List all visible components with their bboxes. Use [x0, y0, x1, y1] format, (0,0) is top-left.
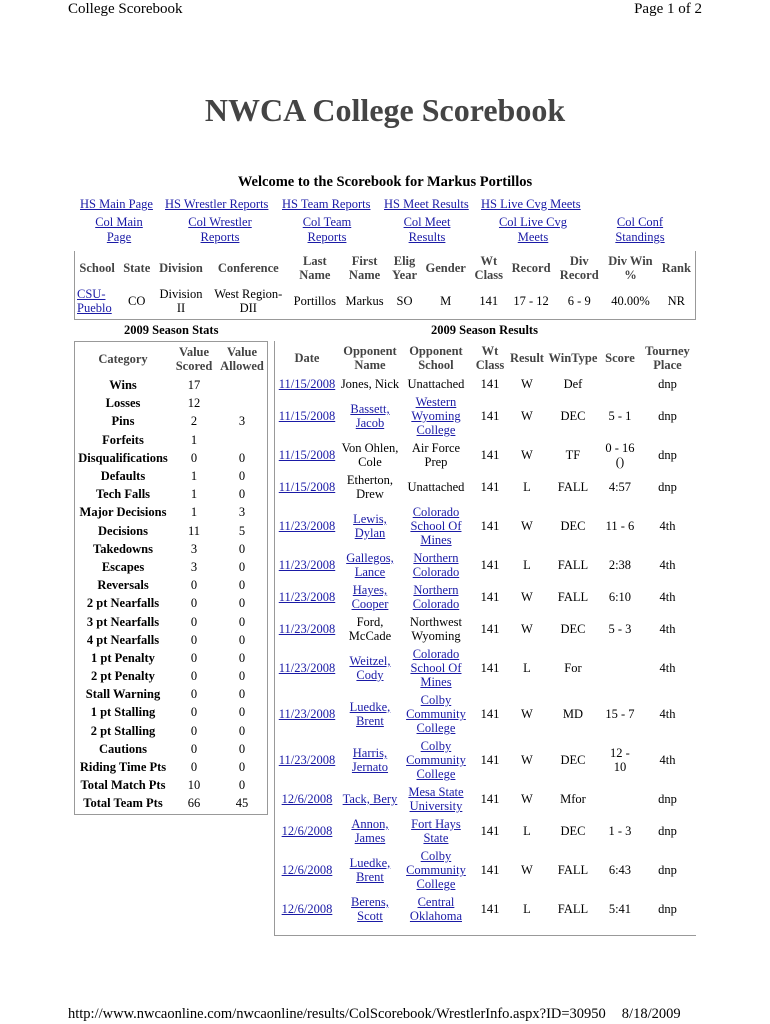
stats-category: Defaults	[100, 469, 146, 484]
result-date-link[interactable]: 11/15/2008	[278, 409, 336, 423]
stats-row	[75, 758, 267, 776]
result-row	[275, 893, 696, 925]
stats-value-scored: 1	[190, 487, 198, 502]
result-row	[275, 783, 696, 815]
opponent-name-link[interactable]: Bassett, Jacob	[350, 402, 390, 430]
print-header-title: College Scorebook	[68, 1, 183, 17]
result-wintype: TF	[565, 448, 581, 462]
stats-header-row	[75, 342, 267, 376]
result-outcome: L	[523, 824, 531, 838]
result-wt-class: 141	[480, 377, 500, 391]
nav-hs-meet-results[interactable]: HS Meet Results	[384, 197, 469, 211]
col-gender-header: Gender	[425, 261, 466, 275]
stats-value-scored: 1	[190, 505, 198, 520]
result-score: 5 - 1	[608, 409, 632, 423]
stats-row	[75, 649, 267, 667]
opponent-name: Etherton, Drew	[346, 473, 394, 501]
footer-url: http://www.nwcaonline.com/nwcaonline/results/ColScorebook/WrestlerInfo.aspx?ID=30950	[68, 1006, 606, 1022]
result-date-link[interactable]: 12/6/2008	[281, 824, 333, 838]
stats-value-scored: 12	[187, 396, 201, 411]
result-outcome: W	[521, 622, 533, 636]
result-wt-class: 141	[480, 792, 500, 806]
result-date-link[interactable]: 11/23/2008	[278, 558, 336, 572]
stats-row	[75, 667, 267, 685]
wrestler-info-table	[75, 251, 695, 317]
opponent-school-link[interactable]: Northern Colorado	[412, 583, 460, 611]
stats-value-allowed	[217, 376, 267, 394]
result-wintype: DEC	[560, 409, 586, 423]
stats-value-scored: 0	[190, 741, 198, 756]
result-score: 6:43	[608, 863, 632, 877]
result-outcome: W	[521, 753, 533, 767]
season-stats-title: 2009 Season Stats	[124, 323, 219, 337]
stats-row	[75, 612, 267, 630]
stats-value-scored: 0	[190, 596, 198, 611]
result-tourney-place: 4th	[659, 622, 676, 636]
opponent-name-link[interactable]: Weitzel, Cody	[349, 654, 391, 682]
col-rank-header: Rank	[661, 261, 691, 275]
result-wintype: FALL	[557, 590, 589, 604]
result-outcome: W	[521, 448, 533, 462]
stats-value-allowed: 0	[238, 723, 246, 738]
opponent-school-link[interactable]: Western Wyoming College	[411, 395, 461, 437]
nav-hs-main-page[interactable]: HS Main Page	[80, 197, 153, 211]
stats-value-allowed: 0	[238, 632, 246, 647]
stats-row	[75, 522, 267, 540]
stats-row	[75, 740, 267, 758]
result-wt-class: 141	[480, 661, 500, 675]
result-date-link[interactable]: 11/23/2008	[278, 753, 336, 767]
results-header-row	[275, 341, 696, 375]
result-wt-class: 141	[480, 902, 500, 916]
result-wt-class: 141	[480, 753, 500, 767]
result-tourney-place: 4th	[659, 753, 676, 767]
result-score: 1 - 3	[608, 824, 632, 838]
result-wintype: FALL	[557, 480, 589, 494]
stats-value-scored: 66	[187, 796, 201, 811]
last-name-value: Portillos	[293, 294, 336, 308]
opponent-name-link[interactable]: Berens, Scott	[351, 895, 389, 923]
opponent-school: Northwest Wyoming	[409, 615, 462, 643]
wrestler-info-header-row	[75, 251, 695, 285]
result-wt-class: 141	[480, 480, 500, 494]
result-row	[275, 503, 696, 549]
result-row	[275, 581, 696, 613]
col-record-header: Record	[511, 261, 551, 275]
result-outcome: W	[521, 863, 533, 877]
stats-scored-header: Value Scored	[175, 345, 213, 373]
stats-value-scored: 2	[190, 414, 198, 429]
col-div-win-pct-header: Div Win %	[608, 254, 653, 282]
result-tourney-place: dnp	[658, 448, 677, 462]
stats-value-scored: 0	[190, 578, 198, 593]
season-stats-panel	[74, 341, 268, 815]
result-wintype: FALL	[557, 863, 589, 877]
school-link[interactable]: CSU- Pueblo	[77, 287, 112, 315]
stats-category: Losses	[105, 396, 141, 411]
stats-value-scored: 0	[190, 687, 198, 702]
stats-value-allowed: 0	[238, 596, 246, 611]
result-wintype: Mfor	[560, 792, 586, 806]
result-score: 0 - 16 ()	[605, 441, 635, 469]
result-date-link[interactable]: 11/23/2008	[278, 707, 336, 721]
stats-row	[75, 685, 267, 703]
result-score: 11 - 6	[605, 519, 635, 533]
division-value: Division II	[159, 287, 203, 315]
col-division-header: Division	[159, 261, 203, 275]
stats-category-header: Category	[98, 352, 148, 366]
stats-value-scored: 0	[190, 760, 198, 775]
stats-value-allowed: 3	[238, 505, 246, 520]
stats-value-scored: 0	[190, 632, 198, 647]
stats-category: 2 pt Stalling	[90, 723, 156, 738]
stats-row	[75, 576, 267, 594]
stats-category: Cautions	[99, 741, 147, 756]
nav-col-wrestler-reports[interactable]: Col Wrestler Reports	[188, 215, 252, 244]
result-wt-class: 141	[480, 409, 500, 423]
result-wintype: FALL	[557, 558, 589, 572]
stats-category: Major Decisions	[79, 505, 167, 520]
opponent-name-link[interactable]: Luedke, Brent	[349, 700, 391, 728]
result-tourney-place: dnp	[658, 824, 677, 838]
stats-row	[75, 485, 267, 503]
season-stats-table	[75, 342, 267, 813]
result-date-link[interactable]: 11/23/2008	[278, 661, 336, 675]
result-outcome: W	[521, 792, 533, 806]
stats-value-allowed: 0	[238, 450, 246, 465]
opponent-name-link[interactable]: Hayes, Cooper	[351, 583, 389, 611]
stats-category: Tech Falls	[95, 487, 151, 502]
conference-value: West Region- DII	[214, 287, 283, 315]
result-date-link[interactable]: 11/15/2008	[278, 377, 336, 391]
stats-value-allowed	[217, 431, 267, 449]
col-school-header: School	[79, 261, 115, 275]
stats-value-allowed: 0	[238, 559, 246, 574]
stats-category: 1 pt Penalty	[91, 650, 155, 665]
result-row	[275, 847, 696, 893]
result-row	[275, 613, 696, 645]
stats-value-allowed: 0	[238, 578, 246, 593]
gender-value: M	[440, 294, 452, 308]
result-tourney-place: 4th	[659, 558, 676, 572]
results-wt-class-header: Wt Class	[475, 344, 505, 372]
results-result-header: Result	[509, 351, 544, 365]
season-results-table	[275, 341, 696, 925]
result-date-link[interactable]: 12/6/2008	[281, 902, 333, 916]
result-row	[275, 393, 696, 439]
results-tourney-place-header: Tourney Place	[645, 344, 690, 372]
season-results-title: 2009 Season Results	[431, 323, 538, 337]
nav-hs-wrestler-reports[interactable]: HS Wrestler Reports	[165, 197, 269, 211]
nav-col-live-cvg-meets[interactable]: Col Live Cvg Meets	[498, 215, 568, 244]
stats-value-allowed	[217, 394, 267, 412]
opponent-school-link[interactable]: Mesa State University	[408, 785, 464, 813]
result-outcome: W	[521, 377, 533, 391]
results-score-header: Score	[605, 351, 635, 365]
footer-date: 8/18/2009	[621, 1006, 681, 1022]
stats-category: Forfeits	[102, 432, 144, 447]
result-outcome: W	[521, 409, 533, 423]
nav-hs-team-reports[interactable]: HS Team Reports	[282, 197, 371, 211]
result-score: 15 - 7	[605, 707, 635, 721]
elig-year-value: SO	[396, 294, 413, 308]
stats-category: Total Team Pts	[83, 796, 163, 811]
nav-col-team-reports[interactable]: Col Team Reports	[302, 215, 352, 244]
opponent-name: Jones, Nick	[340, 377, 400, 391]
result-date-link[interactable]: 12/6/2008	[281, 792, 333, 806]
record-value: 17 - 12	[513, 294, 549, 308]
first-name-value: Markus	[345, 294, 384, 308]
nav-col-meet-results[interactable]: Col Meet Results	[403, 215, 451, 244]
stats-row	[75, 467, 267, 485]
result-tourney-place: dnp	[658, 863, 677, 877]
stats-value-scored: 3	[190, 559, 198, 574]
opponent-school-link[interactable]: Central Oklahoma	[409, 895, 462, 923]
stats-category: Total Match Pts	[80, 778, 166, 793]
opponent-school: Unattached	[407, 480, 465, 494]
result-tourney-place: 4th	[659, 519, 676, 533]
col-wt-class-header: Wt Class	[474, 254, 504, 282]
nav-hs-live-cvg-meets[interactable]: HS Live Cvg Meets	[481, 197, 581, 211]
stats-value-scored: 17	[187, 378, 201, 393]
stats-row	[75, 449, 267, 467]
stats-row	[75, 631, 267, 649]
div-record-value: 6 - 9	[567, 294, 591, 308]
state-value: CO	[128, 294, 146, 308]
result-tourney-place: 4th	[659, 661, 676, 675]
col-last-name-header: Last Name	[299, 254, 331, 282]
stats-category: 2 pt Nearfalls	[86, 596, 160, 611]
opponent-name-link[interactable]: Annon, James	[351, 817, 389, 845]
result-outcome: W	[521, 590, 533, 604]
result-wt-class: 141	[480, 622, 500, 636]
page-title: NWCA College Scorebook	[204, 92, 566, 128]
stats-value-allowed: 45	[235, 796, 249, 811]
result-wintype: For	[564, 661, 582, 675]
result-row	[275, 691, 696, 737]
stats-category: Disqualifications	[78, 450, 168, 465]
stats-value-allowed: 5	[238, 523, 246, 538]
opponent-school-link[interactable]: Colby Community College	[406, 739, 466, 781]
print-footer	[68, 1006, 681, 1023]
opponent-school-link[interactable]: Colby Community College	[406, 849, 466, 891]
stats-value-scored: 11	[187, 523, 201, 538]
stats-category: 1 pt Stalling	[90, 705, 156, 720]
stats-value-allowed: 3	[238, 414, 246, 429]
stats-value-allowed: 0	[238, 614, 246, 629]
result-date-link[interactable]: 11/15/2008	[278, 480, 336, 494]
opponent-name: Von Ohlen, Cole	[341, 441, 399, 469]
result-wintype: DEC	[560, 753, 586, 767]
nav-col-conf-standings[interactable]: Col Conf Standings	[615, 215, 665, 244]
result-row	[275, 471, 696, 503]
stats-row	[75, 431, 267, 449]
result-wintype: FALL	[557, 902, 589, 916]
result-tourney-place: 4th	[659, 590, 676, 604]
result-wt-class: 141	[480, 448, 500, 462]
opponent-name-link[interactable]: Harris, Jernato	[351, 746, 389, 774]
nav-col-main-page[interactable]: Col Main Page	[95, 215, 143, 244]
opponent-school: Unattached	[407, 377, 465, 391]
wrestler-info-panel	[74, 251, 696, 320]
stats-value-scored: 0	[190, 614, 198, 629]
col-state-header: State	[123, 261, 151, 275]
result-row	[275, 375, 696, 393]
result-tourney-place: dnp	[658, 902, 677, 916]
stats-value-scored: 0	[190, 669, 198, 684]
welcome-heading: Welcome to the Scorebook for Markus Portillos	[237, 174, 533, 190]
result-date-link[interactable]: 11/23/2008	[278, 519, 336, 533]
stats-value-scored: 1	[190, 432, 198, 447]
result-wt-class: 141	[480, 707, 500, 721]
stats-category: Stall Warning	[85, 687, 161, 702]
stats-category: 3 pt Nearfalls	[86, 614, 160, 629]
result-tourney-place: dnp	[658, 409, 677, 423]
result-wintype: Def	[563, 377, 583, 391]
opponent-name-link[interactable]: Lewis, Dylan	[353, 512, 387, 540]
result-date-link[interactable]: 11/15/2008	[278, 448, 336, 462]
opponent-name-link[interactable]: Tack, Bery	[342, 792, 398, 806]
opponent-name-link[interactable]: Luedke, Brent	[349, 856, 391, 884]
stats-category: Escapes	[101, 559, 145, 574]
result-row	[275, 439, 696, 471]
result-score: 12 - 10	[610, 746, 630, 774]
season-results-panel	[274, 341, 696, 936]
results-opponent-school-header: Opponent School	[409, 344, 463, 372]
stats-value-allowed: 0	[238, 705, 246, 720]
stats-value-scored: 0	[190, 450, 198, 465]
stats-category: 4 pt Nearfalls	[86, 632, 160, 647]
opponent-name-link[interactable]: Gallegos, Lance	[346, 551, 394, 579]
stats-value-scored: 1	[190, 469, 198, 484]
stats-row	[75, 703, 267, 721]
result-score: 2:38	[608, 558, 632, 572]
stats-row	[75, 722, 267, 740]
result-date-link[interactable]: 12/6/2008	[281, 863, 333, 877]
result-wt-class: 141	[480, 590, 500, 604]
stats-category: Reversals	[97, 578, 149, 593]
opponent-school-link[interactable]: Northern Colorado	[412, 551, 460, 579]
result-wt-class: 141	[480, 558, 500, 572]
result-wt-class: 141	[480, 863, 500, 877]
result-outcome: W	[521, 707, 533, 721]
results-date-header: Date	[294, 351, 320, 365]
div-win-pct-value: 40.00%	[611, 294, 650, 308]
result-tourney-place: 4th	[659, 707, 676, 721]
result-row	[275, 815, 696, 847]
stats-row	[75, 594, 267, 612]
col-div-record-header: Div Record	[559, 254, 599, 282]
result-row	[275, 549, 696, 581]
stats-row	[75, 540, 267, 558]
rank-value: NR	[667, 294, 685, 308]
stats-row	[75, 376, 267, 394]
result-wintype: DEC	[560, 519, 586, 533]
stats-value-allowed: 0	[238, 741, 246, 756]
result-row	[275, 737, 696, 783]
result-wt-class: 141	[480, 519, 500, 533]
stats-value-scored: 10	[187, 778, 201, 793]
result-outcome: W	[521, 519, 533, 533]
stats-row	[75, 776, 267, 794]
opponent-school-link[interactable]: Fort Hays State	[411, 817, 461, 845]
stats-value-allowed: 0	[238, 687, 246, 702]
result-score: 6:10	[608, 590, 632, 604]
result-outcome: L	[523, 902, 531, 916]
stats-allowed-header: Value Allowed	[220, 345, 264, 373]
stats-value-scored: 3	[190, 541, 198, 556]
stats-value-allowed: 0	[238, 541, 246, 556]
col-conference-header: Conference	[217, 261, 279, 275]
stats-value-allowed: 0	[238, 650, 246, 665]
result-score: 5 - 3	[608, 622, 632, 636]
stats-value-allowed: 0	[238, 469, 246, 484]
result-outcome: L	[523, 480, 531, 494]
stats-value-scored: 0	[190, 705, 198, 720]
result-row	[275, 645, 696, 691]
stats-row	[75, 558, 267, 576]
result-tourney-place: dnp	[658, 792, 677, 806]
result-outcome: L	[523, 558, 531, 572]
stats-category: Takedowns	[93, 541, 153, 556]
stats-row	[75, 503, 267, 521]
result-wintype: DEC	[560, 622, 586, 636]
stats-value-allowed: 0	[238, 487, 246, 502]
opponent-school-link[interactable]: Colorado School Of Mines	[410, 647, 462, 689]
result-score: 4:57	[608, 480, 632, 494]
wrestler-info-row	[75, 285, 695, 317]
stats-row	[75, 394, 267, 412]
stats-category: Wins	[109, 378, 137, 393]
wt-class-value: 141	[479, 294, 499, 308]
stats-category: Pins	[111, 414, 135, 429]
stats-row	[75, 412, 267, 430]
stats-value-allowed: 0	[238, 760, 246, 775]
result-wt-class: 141	[480, 824, 500, 838]
result-wintype: DEC	[560, 824, 586, 838]
result-date-link[interactable]: 11/23/2008	[278, 622, 336, 636]
results-wintype-header: WinType	[548, 351, 598, 365]
stats-row	[75, 794, 267, 812]
stats-value-scored: 0	[190, 650, 198, 665]
stats-value-allowed: 0	[238, 778, 246, 793]
result-date-link[interactable]: 11/23/2008	[278, 590, 336, 604]
opponent-school: Air Force Prep	[411, 441, 461, 469]
opponent-school-link[interactable]: Colorado School Of Mines	[410, 505, 462, 547]
results-opponent-name-header: Opponent Name	[343, 344, 397, 372]
stats-value-allowed: 0	[238, 669, 246, 684]
result-wintype: MD	[562, 707, 584, 721]
result-outcome: L	[523, 661, 531, 675]
result-tourney-place: dnp	[658, 480, 677, 494]
result-score: 5:41	[608, 902, 632, 916]
opponent-name: Ford, McCade	[348, 615, 392, 643]
opponent-school-link[interactable]: Colby Community College	[406, 693, 466, 735]
col-first-name-header: First Name	[348, 254, 381, 282]
result-tourney-place: dnp	[658, 377, 677, 391]
stats-value-scored: 0	[190, 723, 198, 738]
stats-category: Decisions	[98, 523, 148, 538]
col-elig-year-header: Elig Year	[392, 254, 418, 282]
stats-category: 2 pt Penalty	[91, 669, 155, 684]
stats-category: Riding Time Pts	[79, 760, 167, 775]
print-header-page: Page 1 of 2	[634, 1, 702, 17]
